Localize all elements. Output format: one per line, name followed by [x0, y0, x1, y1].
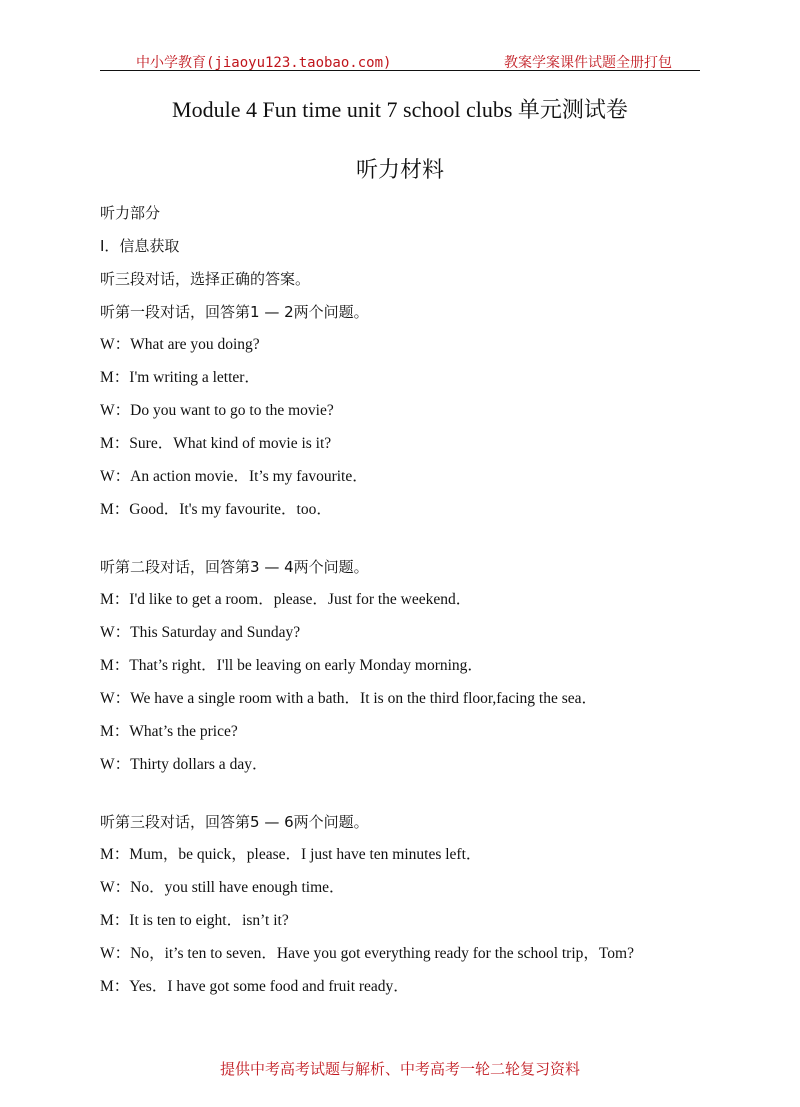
dialogue-line: M：Yes．I have got some food and fruit ready． — [100, 978, 409, 995]
dialogue-1 — [100, 300, 720, 531]
dialogue-line: W：Do you want to go to the movie? — [100, 402, 334, 419]
spacer — [100, 531, 720, 555]
dialogue-heading: 听第一段对话，回答第1 — 2两个问题。 — [100, 303, 369, 321]
document-title: Module 4 Fun time unit 7 school clubs 单元测试卷 — [172, 97, 628, 122]
dialogue-line: W：An action movie．It’s my favourite． — [100, 468, 368, 485]
dialogue-line: M：It is ten to eight．isn’t it? — [100, 912, 289, 929]
dialogue-heading: 听第二段对话，回答第3 — 4两个问题。 — [100, 558, 369, 576]
header-right-text: 教案学案课件试题全册打包 — [504, 55, 672, 71]
dialogue-line: M：I'd like to get a room．please．Just for the weekend． — [100, 591, 472, 608]
dialogue-line: W：We have a single room with a bath．It is on the third floor,facing the sea． — [100, 690, 598, 707]
page-header — [100, 50, 700, 72]
dialogue-line: M：Good．It's my favourite．too． — [100, 501, 332, 518]
spacer — [100, 786, 720, 810]
document-subtitle: 听力材料 — [355, 158, 444, 183]
dialogue-line: M：Mum，be quick，please．I just have ten minutes left． — [100, 846, 482, 863]
document-body — [100, 201, 720, 1008]
dialogue-line: W：Thirty dollars a day． — [100, 756, 268, 773]
dialogue-line: W：No．you still have enough time． — [100, 879, 345, 896]
header-rule — [100, 70, 700, 71]
dialogue-heading: 听第三段对话，回答第5 — 6两个问题。 — [100, 813, 369, 831]
dialogue-3 — [100, 810, 720, 1008]
section-heading: 听力部分 — [100, 204, 161, 222]
dialogue-line: W：What are you doing? — [100, 336, 260, 353]
header-left-text: 中小学教育(jiaoyu123.taobao.com) — [136, 55, 392, 71]
dialogue-line: M：Sure．What kind of movie is it? — [100, 435, 332, 452]
dialogue-line: W：This Saturday and Sunday? — [100, 624, 301, 641]
dialogue-line: M：What’s the price? — [100, 723, 238, 740]
dialogue-line: M：That’s right．I'll be leaving on early Monday morning． — [100, 657, 483, 674]
part-heading: I．信息获取 — [100, 237, 180, 255]
page-footer: 提供中考高考试题与解析、中考高考一轮二轮复习资料 — [219, 1060, 580, 1078]
instruction-text: 听三段对话，选择正确的答案。 — [100, 270, 311, 288]
dialogue-line: M：I'm writing a letter． — [100, 369, 260, 386]
dialogue-line: W：No，it’s ten to seven．Have you got everything ready for the school trip，Tom? — [100, 945, 634, 962]
dialogue-2 — [100, 555, 720, 786]
